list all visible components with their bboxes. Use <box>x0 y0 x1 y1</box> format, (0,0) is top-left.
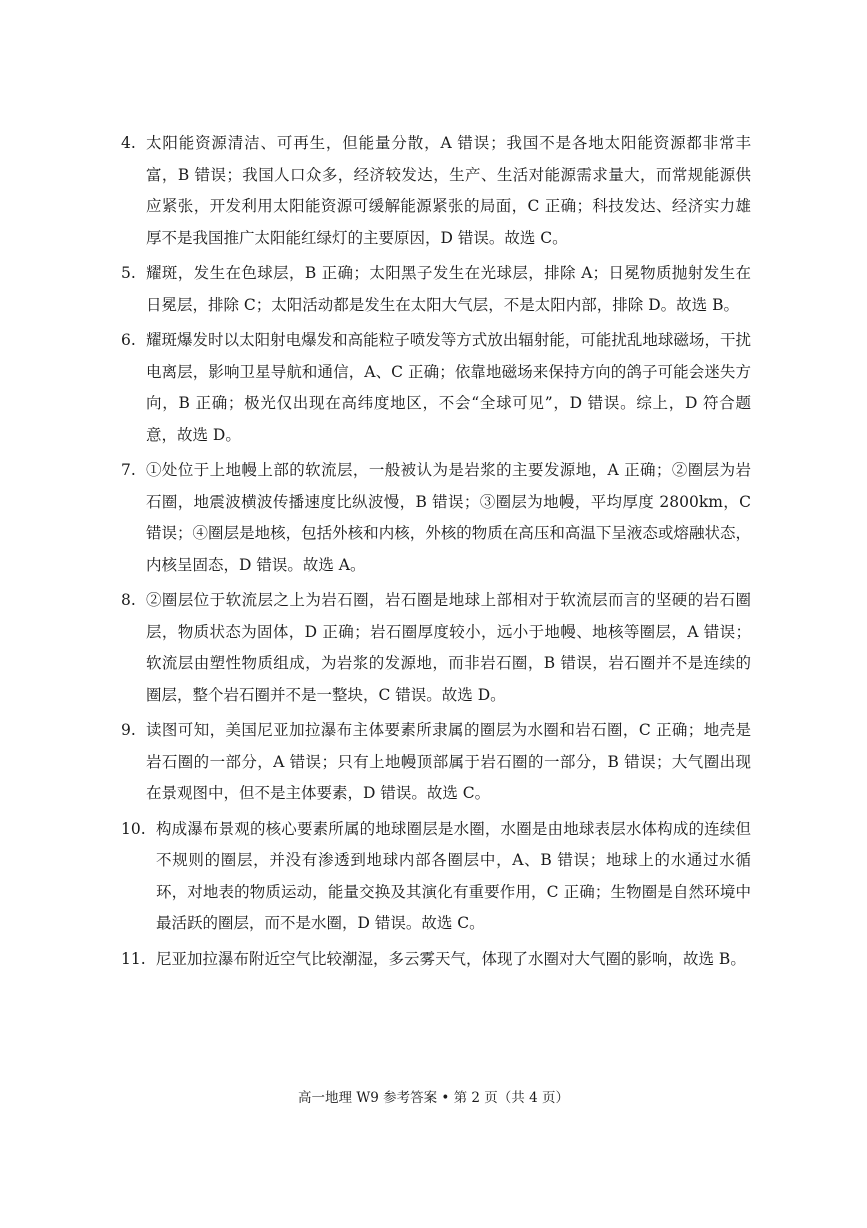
question-number: 6. <box>121 331 136 349</box>
answer-text: 读图可知，美国尼亚加拉瀑布主体要素所隶属的圈层为水圈和岩石圈，C 正确；地壳是岩石圈的一部分，A 错误；只有上地幔顶部属于岩石圈的一部分，B 错误；大气圈出现在景观图中，但不是主体要素，D 错误。故选 C。 <box>146 721 751 802</box>
question-number: 9. <box>121 721 136 739</box>
answer-item-10 <box>121 814 751 940</box>
answer-text: 太阳能资源清洁、可再生，但能量分散，A 错误；我国不是各地太阳能资源都非常丰富，B 错误；我国人口众多，经济较发达，生产、生活对能源需求量大，而常规能源供应紧张，开发利用太阳能资源可缓解能源紧张的局面，C 正确；科技发达、经济实力雄厚不是我国推广太阳能红绿灯的主要原因，D 错误。故选 C。 <box>146 134 751 247</box>
answer-item-11 <box>121 944 751 976</box>
answer-list <box>121 128 751 979</box>
answer-item-8 <box>121 585 751 711</box>
question-number: 7. <box>121 461 136 479</box>
answer-item-9 <box>121 715 751 810</box>
answer-item-7 <box>121 455 751 581</box>
answer-text: 构成瀑布景观的核心要素所属的地球圈层是水圈，水圈是由地球表层水体构成的连续但不规则的圈层，并没有渗透到地球内部各圈层中，A、B 错误；地球上的水通过水循环，对地表的物质运动，能量交换及其演化有重要作用，C 正确；生物圈是自然环境中最活跃的圈层，而不是水圈，D 错误。故选 C。 <box>156 819 751 932</box>
answer-text: ②圈层位于软流层之上为岩石圈，岩石圈是地球上部相对于软流层而言的坚硬的岩石圈层，物质状态为固体，D 正确；岩石圈厚度较小，远小于地幔、地核等圈层，A 错误；软流层由塑性物质组成，为岩浆的发源地，而非岩石圈，B 错误，岩石圈并不是连续的圈层，整个岩石圈并不是一整块，C 错误。故选 D。 <box>146 591 751 704</box>
question-number: 4. <box>121 134 136 152</box>
question-number: 8. <box>121 591 136 609</box>
question-number: 11. <box>121 949 146 968</box>
question-number: 5. <box>121 264 136 282</box>
answer-item-6 <box>121 325 751 451</box>
answer-text: 尼亚加拉瀑布附近空气比较潮湿，多云雾天气，体现了水圈对大气圈的影响，故选 B。 <box>156 949 746 968</box>
answer-text: 耀斑爆发时以太阳射电爆发和高能粒子喷发等方式放出辐射能，可能扰乱地球磁场，干扰电离层，影响卫星导航和通信，A、C 正确；依靠地磁场来保持方向的鸽子可能会迷失方向，B 正确；极光仅出现在高纬度地区，不会“全球可见”，D 错误。综上，D 符合题意，故选 D。 <box>146 331 751 444</box>
answer-text: ①处位于上地幔上部的软流层，一般被认为是岩浆的主要发源地，A 正确；②圈层为岩石圈，地震波横波传播速度比纵波慢，B 错误；③圈层为地幔，平均厚度 2800km，C 错误；④圈层是地核，包括外核和内核，外核的物质在高压和高温下呈液态或熔融状态，内核呈固态，D 错误。故选 A。 <box>146 461 751 574</box>
answer-item-4 <box>121 128 751 254</box>
page-footer: 高一地理 W9 参考答案 • 第 2 页（共 4 页） <box>298 1090 569 1106</box>
answer-item-5 <box>121 258 751 321</box>
question-number: 10. <box>121 819 146 838</box>
answer-text: 耀斑，发生在色球层，B 正确；太阳黑子发生在光球层，排除 A；日冕物质抛射发生在日冕层，排除 C；太阳活动都是发生在太阳大气层，不是太阳内部，排除 D。故选 B。 <box>146 264 751 314</box>
